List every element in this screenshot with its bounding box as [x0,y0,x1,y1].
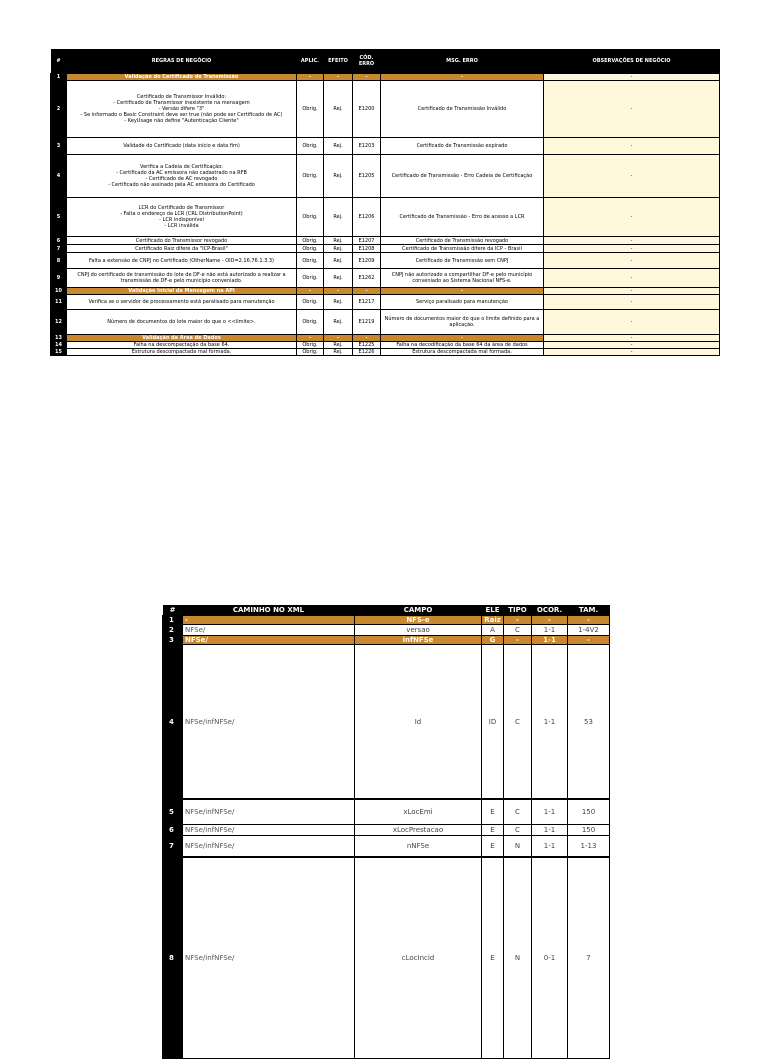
aplic-cell: Obrig. [297,237,324,245]
efeito-cell: Rej. [324,349,353,356]
size: 150 [568,799,610,825]
xml-path: NFSe/infNFSe/ [183,645,355,800]
error-message: Certificado de Transmissão expirado [381,138,544,155]
section-row [51,74,720,81]
row-number: 7 [51,245,67,253]
field-name: NFS-e [355,616,482,625]
observation-cell: - [544,253,720,269]
table-row [163,857,610,1059]
row-number: 7 [163,836,183,858]
field-name: Id [355,645,482,800]
rule-text: Validação Inicial da Mensagem na API [67,288,297,295]
element-type: A [482,625,504,636]
xml-header-cell: ELE [482,605,504,616]
xml-path: NFSe/ [183,636,355,645]
element-type: E [482,836,504,858]
error-message: CNPJ não autorizado a compartilhar DF-e pelo município conveniado ao Sistema Nacional NFS-e. [381,269,544,288]
observation-cell: - [544,138,720,155]
rules-header-cell: APLIC. [297,49,324,74]
error-message: Certificado de Transmissão difere da ICP - Brasil [381,245,544,253]
efeito-cell: Rej. [324,237,353,245]
error-code: E1203 [353,138,381,155]
efeito-cell: Rej. [324,138,353,155]
efeito-cell: Rej. [324,342,353,349]
table-row [51,245,720,253]
rules-header-cell: MSG. ERRO [381,49,544,74]
size: 150 [568,825,610,836]
element-type: G [482,636,504,645]
observation-cell: - [544,310,720,335]
table-row [51,198,720,237]
table-row [51,310,720,335]
element-type: Raiz [482,616,504,625]
size: - [568,636,610,645]
error-code: - [353,288,381,295]
table-row [163,799,610,825]
error-message: Certificado de Transmissão sem CNPJ [381,253,544,269]
xml-header-cell: # [163,605,183,616]
aplic-cell: Obrig. [297,245,324,253]
size: 1-4V2 [568,625,610,636]
row-number: 4 [51,155,67,198]
row-number: 14 [51,342,67,349]
occurrence: 0-1 [532,857,568,1059]
element-type: E [482,825,504,836]
table-row [51,155,720,198]
table-row [163,625,610,636]
table-row [51,295,720,310]
row-number: 3 [163,636,183,645]
error-code: E1207 [353,237,381,245]
table-row [51,269,720,288]
row-number: 10 [51,288,67,295]
efeito-cell: Rej. [324,198,353,237]
rule-text: Verifica a Cadeia de Certificação: - Certificado da AC emissora não cadastrado na RFB - Certificado de AC revogado - Certificado não assinado pela AC emissora do Certificado [67,155,297,198]
data-type: C [504,799,532,825]
aplic-cell: Obrig. [297,349,324,356]
error-message: - [381,288,544,295]
rules-header-cell: # [51,49,67,74]
rule-text: Estrutura descompactada mal formada. [67,349,297,356]
field-name: xLocPrestacao [355,825,482,836]
aplic-cell: Obrig. [297,295,324,310]
observation-cell: - [544,342,720,349]
error-message: Falha na decodificação da base 64 da área de dados [381,342,544,349]
row-number: 12 [51,310,67,335]
row-number: 6 [51,237,67,245]
element-type: E [482,857,504,1059]
aplic-cell: Obrig. [297,342,324,349]
observation-cell: - [544,288,720,295]
aplic-cell: Obrig. [297,81,324,138]
row-number: 4 [163,645,183,800]
error-message: Certificado de Transmissão - Erro Cadeia de Certificação [381,155,544,198]
data-type: - [504,616,532,625]
observation-cell: - [544,81,720,138]
size: - [568,616,610,625]
table-row [51,253,720,269]
occurrence: 1-1 [532,636,568,645]
aplic-cell: Obrig. [297,138,324,155]
data-type: N [504,836,532,858]
error-code: - [353,335,381,342]
field-name: infNFSe [355,636,482,645]
error-code: E1262 [353,269,381,288]
row-number: 13 [51,335,67,342]
observation-cell: - [544,269,720,288]
error-message: Certificado de Transmissão Inválido [381,81,544,138]
occurrence: 1-1 [532,825,568,836]
occurrence: 1-1 [532,625,568,636]
data-type: C [504,625,532,636]
row-number: 11 [51,295,67,310]
observation-cell: - [544,295,720,310]
section-row [51,288,720,295]
aplic-cell: - [297,288,324,295]
rule-text: Falta a extensão de CNPJ no Certificado (OtherName - OID=2.16.76.1.3.3) [67,253,297,269]
row-number: 8 [163,857,183,1059]
row-number: 1 [51,74,67,81]
error-message: Certificado de Transmissão revogado [381,237,544,245]
rule-text: LCR do Certificado de Transmissor - Falta o endereço da LCR (CRL DistributionPoint) - LCR indisponível - LCR inválida [67,198,297,237]
aplic-cell: Obrig. [297,198,324,237]
business-rules-table [50,49,720,356]
xml-path: NFSe/infNFSe/ [183,799,355,825]
row-number: 2 [51,81,67,138]
xml-header-cell: CAMINHO NO XML [183,605,355,616]
rule-text: CNPJ do certificado de transmissão do lote de DF-e não está autorizado a realizar a transmissão de DF-e pelo município conveniado. [67,269,297,288]
row-number: 5 [163,799,183,825]
aplic-cell: Obrig. [297,269,324,288]
row-number: 2 [163,625,183,636]
rule-text: Falha na descompactação da base 64. [67,342,297,349]
error-code: E1226 [353,349,381,356]
field-name: versao [355,625,482,636]
error-code: - [353,74,381,81]
observation-cell: - [544,74,720,81]
error-code: E1200 [353,81,381,138]
table-row [163,836,610,858]
aplic-cell: Obrig. [297,155,324,198]
observation-cell: - [544,155,720,198]
observation-cell: - [544,335,720,342]
element-type: ID [482,645,504,800]
xml-path: NFSe/infNFSe/ [183,825,355,836]
table-row [51,81,720,138]
occurrence: - [532,616,568,625]
efeito-cell: Rej. [324,295,353,310]
rule-text: Certificado de Transmissor Inválido: - Certificado de Transmissor inexistente na mensagem - Versão difere "3" - Se informado o Basic Constraint deve ser true (não pode ser Certificado de AC) - KeyUsage não define "Autenticação Cliente" [67,81,297,138]
table-row [51,342,720,349]
xml-header-cell: TAM. [568,605,610,616]
data-type: C [504,825,532,836]
rules-header-cell: OBSERVAÇÕES DE NEGÓCIO [544,49,720,74]
table-row [163,825,610,836]
xml-path: NFSe/infNFSe/ [183,857,355,1059]
table-row [51,237,720,245]
xml-header-cell: OCOR. [532,605,568,616]
rules-header-row [51,49,720,74]
row-number: 3 [51,138,67,155]
size: 7 [568,857,610,1059]
error-code: E1208 [353,245,381,253]
observation-cell: - [544,237,720,245]
rule-text: Validação da Área de Dados [67,335,297,342]
error-code: E1217 [353,295,381,310]
rule-text: Verifica se o servidor de processamento está paralisado para manutenção [67,295,297,310]
error-message: Serviço paralisado para manutenção [381,295,544,310]
xml-fields-table [162,605,610,1059]
error-message: Estrutura descompactada mal formada. [381,349,544,356]
observation-cell: - [544,245,720,253]
row-number: 9 [51,269,67,288]
aplic-cell: - [297,335,324,342]
element-type: E [482,799,504,825]
table-row [51,138,720,155]
error-message: Número de documentos maior do que o limite definido para a aplicação. [381,310,544,335]
xml-path: NFSe/infNFSe/ [183,836,355,858]
error-code: E1209 [353,253,381,269]
section-row [163,636,610,645]
efeito-cell: - [324,74,353,81]
row-number: 5 [51,198,67,237]
error-code: E1205 [353,155,381,198]
observation-cell: - [544,349,720,356]
efeito-cell: Rej. [324,155,353,198]
xml-header-row [163,605,610,616]
efeito-cell: - [324,288,353,295]
section-row [51,335,720,342]
error-message: - [381,335,544,342]
xml-path: NFSe/ [183,625,355,636]
error-message: - [381,74,544,81]
efeito-cell: Rej. [324,245,353,253]
error-code: E1219 [353,310,381,335]
table-row [163,645,610,800]
efeito-cell: Rej. [324,269,353,288]
efeito-cell: Rej. [324,253,353,269]
rule-text: Validade do Certificado (data início e data fim) [67,138,297,155]
error-code: E1206 [353,198,381,237]
row-number: 6 [163,825,183,836]
row-number: 8 [51,253,67,269]
section-row [163,616,610,625]
row-number: 15 [51,349,67,356]
xml-header-cell: CAMPO [355,605,482,616]
rules-header-cell: CÓD. ERRO [353,49,381,74]
observation-cell: - [544,198,720,237]
xml-header-cell: TIPO [504,605,532,616]
size: 53 [568,645,610,800]
rule-text: Certificado Raiz difere da "ICP-Brasil" [67,245,297,253]
rules-header-cell: EFEITO [324,49,353,74]
row-number: 1 [163,616,183,625]
data-type: N [504,857,532,1059]
aplic-cell: Obrig. [297,253,324,269]
efeito-cell: Rej. [324,310,353,335]
rule-text: Certificado do Transmissor revogado [67,237,297,245]
error-message: Certificado de Transmissão - Erro de acesso a LCR [381,198,544,237]
xml-path: - [183,616,355,625]
aplic-cell: Obrig. [297,310,324,335]
aplic-cell: - [297,74,324,81]
field-name: cLocIncid [355,857,482,1059]
xml-body [163,616,610,1059]
efeito-cell: - [324,335,353,342]
efeito-cell: Rej. [324,81,353,138]
rule-text: Número de documentos do lote maior do que o <<limite>. [67,310,297,335]
occurrence: 1-1 [532,836,568,858]
error-code: E1225 [353,342,381,349]
rules-body [51,74,720,356]
field-name: nNFSe [355,836,482,858]
data-type: - [504,636,532,645]
table-row [51,349,720,356]
rule-text: Validação do Certificado de Transmissão [67,74,297,81]
field-name: xLocEmi [355,799,482,825]
rules-header-cell: REGRAS DE NEGÓCIO [67,49,297,74]
data-type: C [504,645,532,800]
occurrence: 1-1 [532,799,568,825]
size: 1-13 [568,836,610,858]
occurrence: 1-1 [532,645,568,800]
